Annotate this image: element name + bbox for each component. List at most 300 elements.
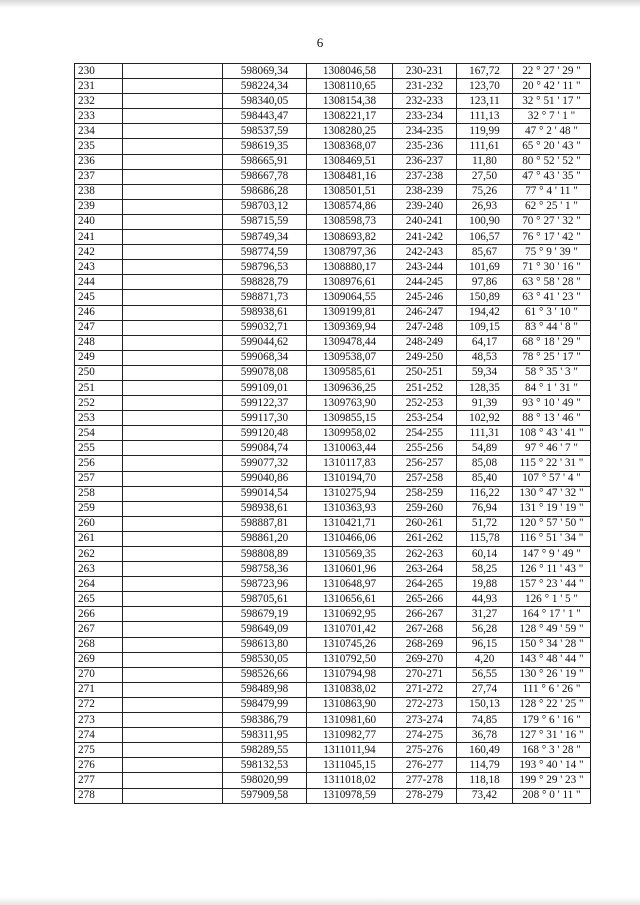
y-coordinate-cell: 1308046,58 <box>307 64 393 79</box>
table-row <box>75 79 591 94</box>
blank-cell <box>123 743 223 758</box>
bearing-cell: 65 ° 20 ' 43 " <box>513 139 591 154</box>
bearing-cell: 108 ° 43 ' 41 " <box>513 426 591 441</box>
y-coordinate-cell: 1308154,38 <box>307 94 393 109</box>
segment-cell: 250-251 <box>393 365 457 380</box>
bearing-cell: 47 ° 43 ' 35 " <box>513 169 591 184</box>
table-row <box>75 320 591 335</box>
length-cell: 116,22 <box>457 486 513 501</box>
segment-cell: 233-234 <box>393 109 457 124</box>
blank-cell <box>123 335 223 350</box>
segment-cell: 234-235 <box>393 124 457 139</box>
length-cell: 73,42 <box>457 788 513 803</box>
x-coordinate-cell: 598340,05 <box>223 94 307 109</box>
segment-cell: 275-276 <box>393 743 457 758</box>
blank-cell <box>123 501 223 516</box>
point-number-cell: 259 <box>75 501 123 516</box>
point-number-cell: 268 <box>75 637 123 652</box>
x-coordinate-cell: 598705,61 <box>223 592 307 607</box>
y-coordinate-cell: 1310648,97 <box>307 577 393 592</box>
table-row <box>75 94 591 109</box>
segment-cell: 271-272 <box>393 682 457 697</box>
bearing-cell: 62 ° 25 ' 1 " <box>513 199 591 214</box>
table-row <box>75 396 591 411</box>
length-cell: 97,86 <box>457 275 513 290</box>
scan-edge-bottom <box>0 897 640 905</box>
bearing-cell: 120 ° 57 ' 50 " <box>513 516 591 531</box>
segment-cell: 230-231 <box>393 64 457 79</box>
x-coordinate-cell: 598667,78 <box>223 169 307 184</box>
point-number-cell: 245 <box>75 290 123 305</box>
segment-cell: 264-265 <box>393 577 457 592</box>
point-number-cell: 274 <box>75 728 123 743</box>
length-cell: 111,61 <box>457 139 513 154</box>
bearing-cell: 77 ° 4 ' 11 " <box>513 184 591 199</box>
table-row <box>75 441 591 456</box>
bearing-cell: 61 ° 3 ' 10 " <box>513 305 591 320</box>
table-row <box>75 230 591 245</box>
blank-cell <box>123 652 223 667</box>
length-cell: 111,31 <box>457 426 513 441</box>
blank-cell <box>123 728 223 743</box>
segment-cell: 269-270 <box>393 652 457 667</box>
length-cell: 75,26 <box>457 184 513 199</box>
bearing-cell: 208 ° 0 ' 11 " <box>513 788 591 803</box>
blank-cell <box>123 184 223 199</box>
y-coordinate-cell: 1310794,98 <box>307 667 393 682</box>
table-row <box>75 154 591 169</box>
y-coordinate-cell: 1308481,16 <box>307 169 393 184</box>
segment-cell: 257-258 <box>393 471 457 486</box>
table-row <box>75 260 591 275</box>
point-number-cell: 234 <box>75 124 123 139</box>
table-row <box>75 622 591 637</box>
length-cell: 150,13 <box>457 697 513 712</box>
point-number-cell: 272 <box>75 697 123 712</box>
table-row <box>75 577 591 592</box>
segment-cell: 246-247 <box>393 305 457 320</box>
x-coordinate-cell: 599084,74 <box>223 441 307 456</box>
bearing-cell: 75 ° 9 ' 39 " <box>513 245 591 260</box>
point-number-cell: 262 <box>75 547 123 562</box>
bearing-cell: 47 ° 2 ' 48 " <box>513 124 591 139</box>
length-cell: 109,15 <box>457 320 513 335</box>
y-coordinate-cell: 1311045,15 <box>307 758 393 773</box>
length-cell: 119,99 <box>457 124 513 139</box>
bearing-cell: 179 ° 6 ' 16 " <box>513 713 591 728</box>
table-row <box>75 547 591 562</box>
point-number-cell: 258 <box>75 486 123 501</box>
segment-cell: 242-243 <box>393 245 457 260</box>
y-coordinate-cell: 1310863,90 <box>307 697 393 712</box>
point-number-cell: 235 <box>75 139 123 154</box>
segment-cell: 245-246 <box>393 290 457 305</box>
blank-cell <box>123 320 223 335</box>
point-number-cell: 252 <box>75 396 123 411</box>
table-row <box>75 773 591 788</box>
y-coordinate-cell: 1310982,77 <box>307 728 393 743</box>
length-cell: 118,18 <box>457 773 513 788</box>
point-number-cell: 254 <box>75 426 123 441</box>
y-coordinate-cell: 1310981,60 <box>307 713 393 728</box>
x-coordinate-cell: 598723,96 <box>223 577 307 592</box>
blank-cell <box>123 547 223 562</box>
point-number-cell: 276 <box>75 758 123 773</box>
segment-cell: 276-277 <box>393 758 457 773</box>
blank-cell <box>123 411 223 426</box>
x-coordinate-cell: 599078,08 <box>223 365 307 380</box>
bearing-cell: 93 ° 10 ' 49 " <box>513 396 591 411</box>
segment-cell: 254-255 <box>393 426 457 441</box>
length-cell: 54,89 <box>457 441 513 456</box>
x-coordinate-cell: 599077,32 <box>223 456 307 471</box>
bearing-cell: 130 ° 26 ' 19 " <box>513 667 591 682</box>
blank-cell <box>123 682 223 697</box>
point-number-cell: 257 <box>75 471 123 486</box>
point-number-cell: 236 <box>75 154 123 169</box>
point-number-cell: 239 <box>75 199 123 214</box>
bearing-cell: 63 ° 41 ' 23 " <box>513 290 591 305</box>
blank-cell <box>123 169 223 184</box>
blank-cell <box>123 788 223 803</box>
bearing-cell: 107 ° 57 ' 4 " <box>513 471 591 486</box>
bearing-cell: 70 ° 27 ' 32 " <box>513 214 591 229</box>
bearing-cell: 68 ° 18 ' 29 " <box>513 335 591 350</box>
blank-cell <box>123 713 223 728</box>
bearing-cell: 127 ° 31 ' 16 " <box>513 728 591 743</box>
segment-cell: 270-271 <box>393 667 457 682</box>
y-coordinate-cell: 1309478,44 <box>307 335 393 350</box>
x-coordinate-cell: 598386,79 <box>223 713 307 728</box>
blank-cell <box>123 426 223 441</box>
blank-cell <box>123 199 223 214</box>
table-row <box>75 335 591 350</box>
segment-cell: 256-257 <box>393 456 457 471</box>
segment-cell: 255-256 <box>393 441 457 456</box>
bearing-cell: 22 ° 27 ' 29 " <box>513 64 591 79</box>
length-cell: 85,67 <box>457 245 513 260</box>
y-coordinate-cell: 1310656,61 <box>307 592 393 607</box>
length-cell: 31,27 <box>457 607 513 622</box>
point-number-cell: 261 <box>75 531 123 546</box>
length-cell: 111,13 <box>457 109 513 124</box>
blank-cell <box>123 109 223 124</box>
y-coordinate-cell: 1310569,35 <box>307 547 393 562</box>
y-coordinate-cell: 1310363,93 <box>307 501 393 516</box>
blank-cell <box>123 230 223 245</box>
point-number-cell: 241 <box>75 230 123 245</box>
point-number-cell: 240 <box>75 214 123 229</box>
x-coordinate-cell: 598774,59 <box>223 245 307 260</box>
table-row <box>75 516 591 531</box>
segment-cell: 240-241 <box>393 214 457 229</box>
table-row <box>75 380 591 395</box>
blank-cell <box>123 275 223 290</box>
length-cell: 91,39 <box>457 396 513 411</box>
point-number-cell: 260 <box>75 516 123 531</box>
blank-cell <box>123 637 223 652</box>
y-coordinate-cell: 1308280,25 <box>307 124 393 139</box>
blank-cell <box>123 577 223 592</box>
x-coordinate-cell: 599117,30 <box>223 411 307 426</box>
y-coordinate-cell: 1310117,83 <box>307 456 393 471</box>
blank-cell <box>123 441 223 456</box>
segment-cell: 272-273 <box>393 697 457 712</box>
bearing-cell: 76 ° 17 ' 42 " <box>513 230 591 245</box>
x-coordinate-cell: 599122,37 <box>223 396 307 411</box>
y-coordinate-cell: 1308368,07 <box>307 139 393 154</box>
point-number-cell: 273 <box>75 713 123 728</box>
table-row <box>75 290 591 305</box>
x-coordinate-cell: 598665,91 <box>223 154 307 169</box>
length-cell: 26,93 <box>457 199 513 214</box>
x-coordinate-cell: 599109,01 <box>223 380 307 395</box>
segment-cell: 252-253 <box>393 396 457 411</box>
blank-cell <box>123 94 223 109</box>
table-row <box>75 486 591 501</box>
length-cell: 101,69 <box>457 260 513 275</box>
point-number-cell: 244 <box>75 275 123 290</box>
y-coordinate-cell: 1310194,70 <box>307 471 393 486</box>
y-coordinate-cell: 1308469,51 <box>307 154 393 169</box>
x-coordinate-cell: 598828,79 <box>223 275 307 290</box>
length-cell: 123,70 <box>457 79 513 94</box>
table-row <box>75 592 591 607</box>
y-coordinate-cell: 1310745,26 <box>307 637 393 652</box>
point-number-cell: 233 <box>75 109 123 124</box>
length-cell: 48,53 <box>457 350 513 365</box>
x-coordinate-cell: 598796,53 <box>223 260 307 275</box>
blank-cell <box>123 396 223 411</box>
length-cell: 36,78 <box>457 728 513 743</box>
bearing-cell: 157 ° 23 ' 44 " <box>513 577 591 592</box>
blank-cell <box>123 260 223 275</box>
y-coordinate-cell: 1308221,17 <box>307 109 393 124</box>
length-cell: 106,57 <box>457 230 513 245</box>
segment-cell: 262-263 <box>393 547 457 562</box>
x-coordinate-cell: 598703,12 <box>223 199 307 214</box>
length-cell: 58,25 <box>457 562 513 577</box>
point-number-cell: 246 <box>75 305 123 320</box>
point-number-cell: 278 <box>75 788 123 803</box>
table-row <box>75 275 591 290</box>
length-cell: 160,49 <box>457 743 513 758</box>
y-coordinate-cell: 1308693,82 <box>307 230 393 245</box>
segment-cell: 273-274 <box>393 713 457 728</box>
point-number-cell: 230 <box>75 64 123 79</box>
blank-cell <box>123 290 223 305</box>
y-coordinate-cell: 1309636,25 <box>307 380 393 395</box>
y-coordinate-cell: 1310063,44 <box>307 441 393 456</box>
x-coordinate-cell: 598887,81 <box>223 516 307 531</box>
point-number-cell: 248 <box>75 335 123 350</box>
segment-cell: 235-236 <box>393 139 457 154</box>
x-coordinate-cell: 598619,35 <box>223 139 307 154</box>
y-coordinate-cell: 1310978,59 <box>307 788 393 803</box>
segment-cell: 249-250 <box>393 350 457 365</box>
x-coordinate-cell: 598489,98 <box>223 682 307 697</box>
x-coordinate-cell: 598679,19 <box>223 607 307 622</box>
blank-cell <box>123 380 223 395</box>
segment-cell: 274-275 <box>393 728 457 743</box>
y-coordinate-cell: 1311011,94 <box>307 743 393 758</box>
segment-cell: 236-237 <box>393 154 457 169</box>
table-row <box>75 637 591 652</box>
x-coordinate-cell: 598530,05 <box>223 652 307 667</box>
scan-edge-top <box>0 0 640 8</box>
length-cell: 19,88 <box>457 577 513 592</box>
bearing-cell: 78 ° 25 ' 17 " <box>513 350 591 365</box>
y-coordinate-cell: 1309585,61 <box>307 365 393 380</box>
x-coordinate-cell: 598613,80 <box>223 637 307 652</box>
x-coordinate-cell: 598649,09 <box>223 622 307 637</box>
length-cell: 44,93 <box>457 592 513 607</box>
table-row <box>75 139 591 154</box>
length-cell: 85,40 <box>457 471 513 486</box>
segment-cell: 277-278 <box>393 773 457 788</box>
point-number-cell: 263 <box>75 562 123 577</box>
y-coordinate-cell: 1309855,15 <box>307 411 393 426</box>
bearing-cell: 63 ° 58 ' 28 " <box>513 275 591 290</box>
length-cell: 56,55 <box>457 667 513 682</box>
point-number-cell: 243 <box>75 260 123 275</box>
bearing-cell: 88 ° 13 ' 46 " <box>513 411 591 426</box>
segment-cell: 258-259 <box>393 486 457 501</box>
bearing-cell: 128 ° 22 ' 25 " <box>513 697 591 712</box>
segment-cell: 260-261 <box>393 516 457 531</box>
y-coordinate-cell: 1310421,71 <box>307 516 393 531</box>
table-row <box>75 788 591 803</box>
blank-cell <box>123 305 223 320</box>
y-coordinate-cell: 1310838,02 <box>307 682 393 697</box>
bearing-cell: 115 ° 22 ' 31 " <box>513 456 591 471</box>
table-row <box>75 667 591 682</box>
blank-cell <box>123 622 223 637</box>
length-cell: 59,34 <box>457 365 513 380</box>
bearing-cell: 32 ° 51 ' 17 " <box>513 94 591 109</box>
y-coordinate-cell: 1310601,96 <box>307 562 393 577</box>
table-row <box>75 199 591 214</box>
bearing-cell: 80 ° 52 ' 52 " <box>513 154 591 169</box>
y-coordinate-cell: 1309369,94 <box>307 320 393 335</box>
y-coordinate-cell: 1310692,95 <box>307 607 393 622</box>
bearing-cell: 71 ° 30 ' 16 " <box>513 260 591 275</box>
table-row <box>75 682 591 697</box>
length-cell: 194,42 <box>457 305 513 320</box>
length-cell: 102,92 <box>457 411 513 426</box>
y-coordinate-cell: 1309958,02 <box>307 426 393 441</box>
blank-cell <box>123 516 223 531</box>
y-coordinate-cell: 1308598,73 <box>307 214 393 229</box>
page-number: 6 <box>316 35 324 50</box>
blank-cell <box>123 350 223 365</box>
x-coordinate-cell: 599032,71 <box>223 320 307 335</box>
table-row <box>75 184 591 199</box>
point-number-cell: 249 <box>75 350 123 365</box>
x-coordinate-cell: 598686,28 <box>223 184 307 199</box>
point-number-cell: 269 <box>75 652 123 667</box>
bearing-cell: 116 ° 51 ' 34 " <box>513 531 591 546</box>
bearing-cell: 193 ° 40 ' 14 " <box>513 758 591 773</box>
length-cell: 85,08 <box>457 456 513 471</box>
x-coordinate-cell: 598715,59 <box>223 214 307 229</box>
bearing-cell: 111 ° 6 ' 26 " <box>513 682 591 697</box>
table-row <box>75 531 591 546</box>
blank-cell <box>123 773 223 788</box>
table-row <box>75 728 591 743</box>
y-coordinate-cell: 1309538,07 <box>307 350 393 365</box>
table-row <box>75 607 591 622</box>
x-coordinate-cell: 598526,66 <box>223 667 307 682</box>
x-coordinate-cell: 598758,36 <box>223 562 307 577</box>
segment-cell: 232-233 <box>393 94 457 109</box>
coordinates-table <box>74 63 591 804</box>
y-coordinate-cell: 1308797,36 <box>307 245 393 260</box>
length-cell: 76,94 <box>457 501 513 516</box>
y-coordinate-cell: 1308880,17 <box>307 260 393 275</box>
bearing-cell: 20 ° 42 ' 11 " <box>513 79 591 94</box>
blank-cell <box>123 124 223 139</box>
segment-cell: 251-252 <box>393 380 457 395</box>
y-coordinate-cell: 1309763,90 <box>307 396 393 411</box>
segment-cell: 278-279 <box>393 788 457 803</box>
length-cell: 128,35 <box>457 380 513 395</box>
y-coordinate-cell: 1310275,94 <box>307 486 393 501</box>
x-coordinate-cell: 598224,34 <box>223 79 307 94</box>
segment-cell: 241-242 <box>393 230 457 245</box>
blank-cell <box>123 79 223 94</box>
bearing-cell: 168 ° 3 ' 28 " <box>513 743 591 758</box>
segment-cell: 243-244 <box>393 260 457 275</box>
blank-cell <box>123 365 223 380</box>
x-coordinate-cell: 598871,73 <box>223 290 307 305</box>
segment-cell: 266-267 <box>393 607 457 622</box>
segment-cell: 261-262 <box>393 531 457 546</box>
blank-cell <box>123 139 223 154</box>
blank-cell <box>123 667 223 682</box>
point-number-cell: 271 <box>75 682 123 697</box>
point-number-cell: 238 <box>75 184 123 199</box>
x-coordinate-cell: 599044,62 <box>223 335 307 350</box>
blank-cell <box>123 245 223 260</box>
point-number-cell: 270 <box>75 667 123 682</box>
blank-cell <box>123 531 223 546</box>
bearing-cell: 147 ° 9 ' 49 " <box>513 547 591 562</box>
point-number-cell: 250 <box>75 365 123 380</box>
y-coordinate-cell: 1308976,61 <box>307 275 393 290</box>
blank-cell <box>123 758 223 773</box>
point-number-cell: 247 <box>75 320 123 335</box>
bearing-cell: 97 ° 46 ' 7 " <box>513 441 591 456</box>
length-cell: 60,14 <box>457 547 513 562</box>
length-cell: 114,79 <box>457 758 513 773</box>
segment-cell: 239-240 <box>393 199 457 214</box>
blank-cell <box>123 214 223 229</box>
bearing-cell: 143 ° 48 ' 44 " <box>513 652 591 667</box>
x-coordinate-cell: 598861,20 <box>223 531 307 546</box>
segment-cell: 248-249 <box>393 335 457 350</box>
length-cell: 150,89 <box>457 290 513 305</box>
bearing-cell: 32 ° 7 ' 1 " <box>513 109 591 124</box>
length-cell: 100,90 <box>457 214 513 229</box>
table-row <box>75 350 591 365</box>
table-row <box>75 411 591 426</box>
table-row <box>75 697 591 712</box>
point-number-cell: 255 <box>75 441 123 456</box>
bearing-cell: 199 ° 29 ' 23 " <box>513 773 591 788</box>
bearing-cell: 131 ° 19 ' 19 " <box>513 501 591 516</box>
point-number-cell: 265 <box>75 592 123 607</box>
